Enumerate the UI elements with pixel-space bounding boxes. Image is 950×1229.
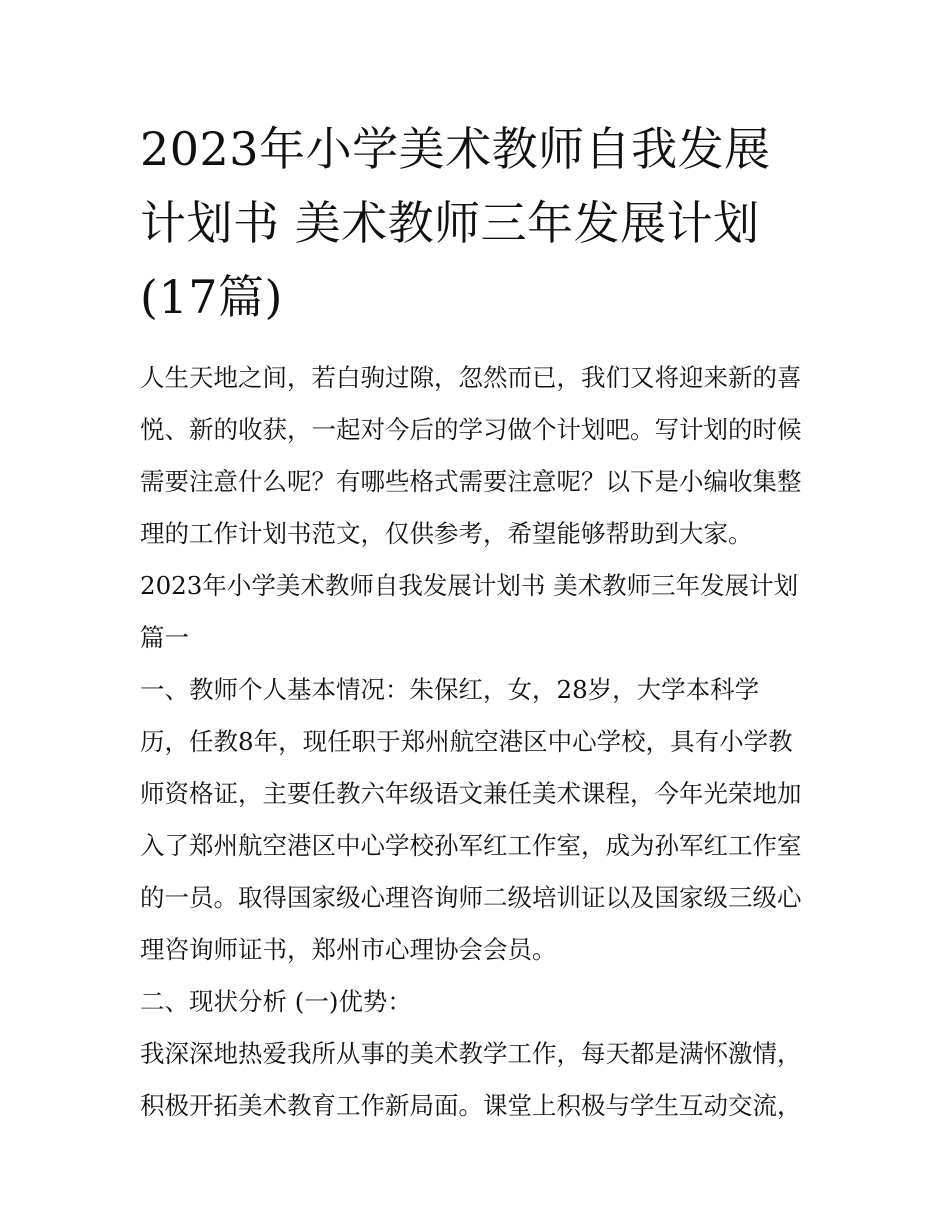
body-line: 我深深地热爱我所从事的美术教学工作，每天都是满怀激情， (140, 1039, 802, 1068)
body-line: 一、教师个人基本情况：朱保红，女，28岁，大学本科学 (140, 675, 760, 704)
title-line-2: 计划书 美术教师三年发展计划 (140, 196, 760, 250)
body-line: 理的工作计划书范文，仅供参考，希望能够帮助到大家。 (140, 519, 753, 548)
document-body (140, 352, 840, 1132)
body-line: 历，任教8年，现任职于郑州航空港区中心学校，具有小学教 (140, 727, 793, 756)
document-title (140, 112, 820, 334)
body-line: 悦、新的收获，一起对今后的学习做个计划吧。写计划的时候 (140, 415, 802, 444)
body-line: 需要注意什么呢？有哪些格式需要注意呢？以下是小编收集整 (140, 467, 802, 496)
body-line: 理咨询师证书，郑州市心理协会会员。 (140, 935, 557, 964)
body-line: 积极开拓美术教育工作新局面。课堂上积极与学生互动交流， (140, 1091, 802, 1120)
section-heading-line: 篇一 (140, 623, 189, 652)
section-heading-line: 2023年小学美术教师自我发展计划书 美术教师三年发展计划 (140, 571, 799, 600)
body-line: 入了郑州航空港区中心学校孙军红工作室，成为孙军红工作室 (140, 831, 802, 860)
body-line: 人生天地之间，若白驹过隙，忽然而已，我们又将迎来新的喜 (140, 363, 802, 392)
title-line-3: (17篇) (140, 270, 283, 324)
subsection-heading-line: 二、现状分析 (一)优势： (140, 987, 412, 1016)
body-line: 的一员。取得国家级心理咨询师二级培训证以及国家级三级心 (140, 883, 802, 912)
title-line-1: 2023年小学美术教师自我发展 (140, 122, 771, 176)
body-line: 师资格证，主要任教六年级语文兼任美术课程，今年光荣地加 (140, 779, 802, 808)
